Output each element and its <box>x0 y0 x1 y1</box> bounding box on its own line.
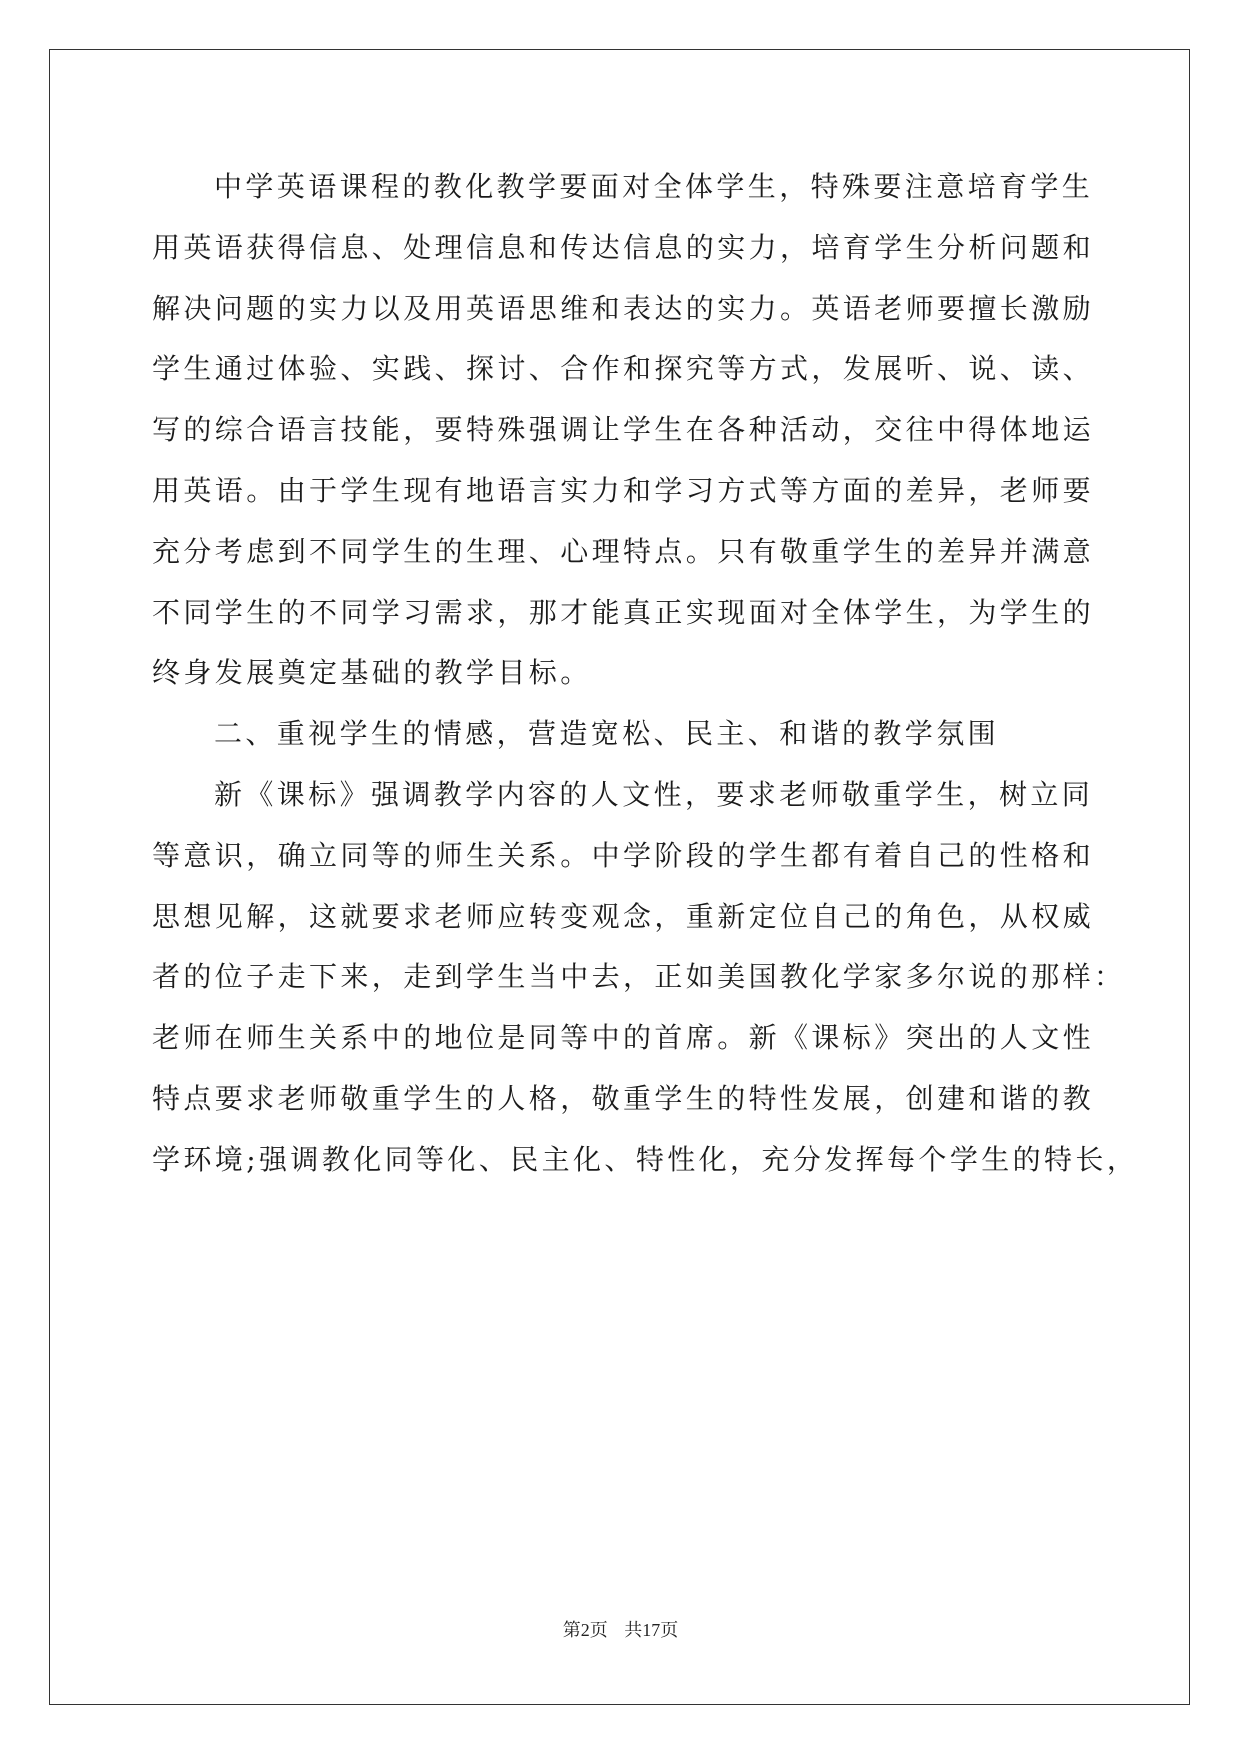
text-line: 者的位子走下来，走到学生当中去，正如美国教化学家多尔说的那样： <box>152 960 1126 994</box>
paragraph <box>152 157 1095 704</box>
text-line: 不同学生的不同学习需求，那才能真正实现面对全体学生，为学生的 <box>152 595 1095 629</box>
text-line: 等意识，确立同等的师生关系。中学阶段的学生都有着自己的性格和 <box>152 838 1095 872</box>
text-line: 老师在师生关系中的地位是同等中的首席。新《课标》突出的人文性 <box>152 1021 1095 1055</box>
paragraph <box>152 765 1139 1191</box>
section-heading <box>152 704 1088 765</box>
document-body <box>152 157 1139 1191</box>
text-line: 中学英语课程的教化教学要面对全体学生，特殊要注意培育学生 <box>214 170 1094 203</box>
text-line: 用英语获得信息、处理信息和传达信息的实力，培育学生分析问题和 <box>152 230 1095 264</box>
text-line: 特点要求老师敬重学生的人格，敬重学生的特性发展，创建和谐的教 <box>152 1081 1095 1115</box>
text-line: 解决问题的实力以及用英语思维和表达的实力。英语老师要擅长激励 <box>152 291 1095 325</box>
text-line: 终身发展奠定基础的教学目标。 <box>152 656 592 690</box>
page-number: 第2页 <box>562 1620 608 1640</box>
text-line: 新《课标》强调教学内容的人文性，要求老师敬重学生，树立同 <box>214 777 1094 811</box>
page-footer <box>0 1616 1241 1642</box>
text-line: 学生通过体验、实践、探讨、合作和探究等方式，发展听、说、读、 <box>152 352 1095 386</box>
text-line: 写的综合语言技能，要特殊强调让学生在各种活动，交往中得体地运 <box>152 413 1095 447</box>
page-total: 共17页 <box>624 1620 679 1640</box>
heading-line: 二、重视学生的情感，营造宽松、民主、和谐的教学氛围 <box>214 717 1000 751</box>
text-line: 用英语。由于学生现有地语言实力和学习方式等方面的差异，老师要 <box>152 473 1095 507</box>
text-line: 思想见解，这就要求老师应转变观念，重新定位自己的角色，从权威 <box>152 899 1095 933</box>
text-line: 充分考虑到不同学生的生理、心理特点。只有敬重学生的差异并满意 <box>152 534 1095 568</box>
text-line: 学环境;强调教化同等化、民主化、特性化，充分发挥每个学生的特长， <box>152 1142 1139 1176</box>
